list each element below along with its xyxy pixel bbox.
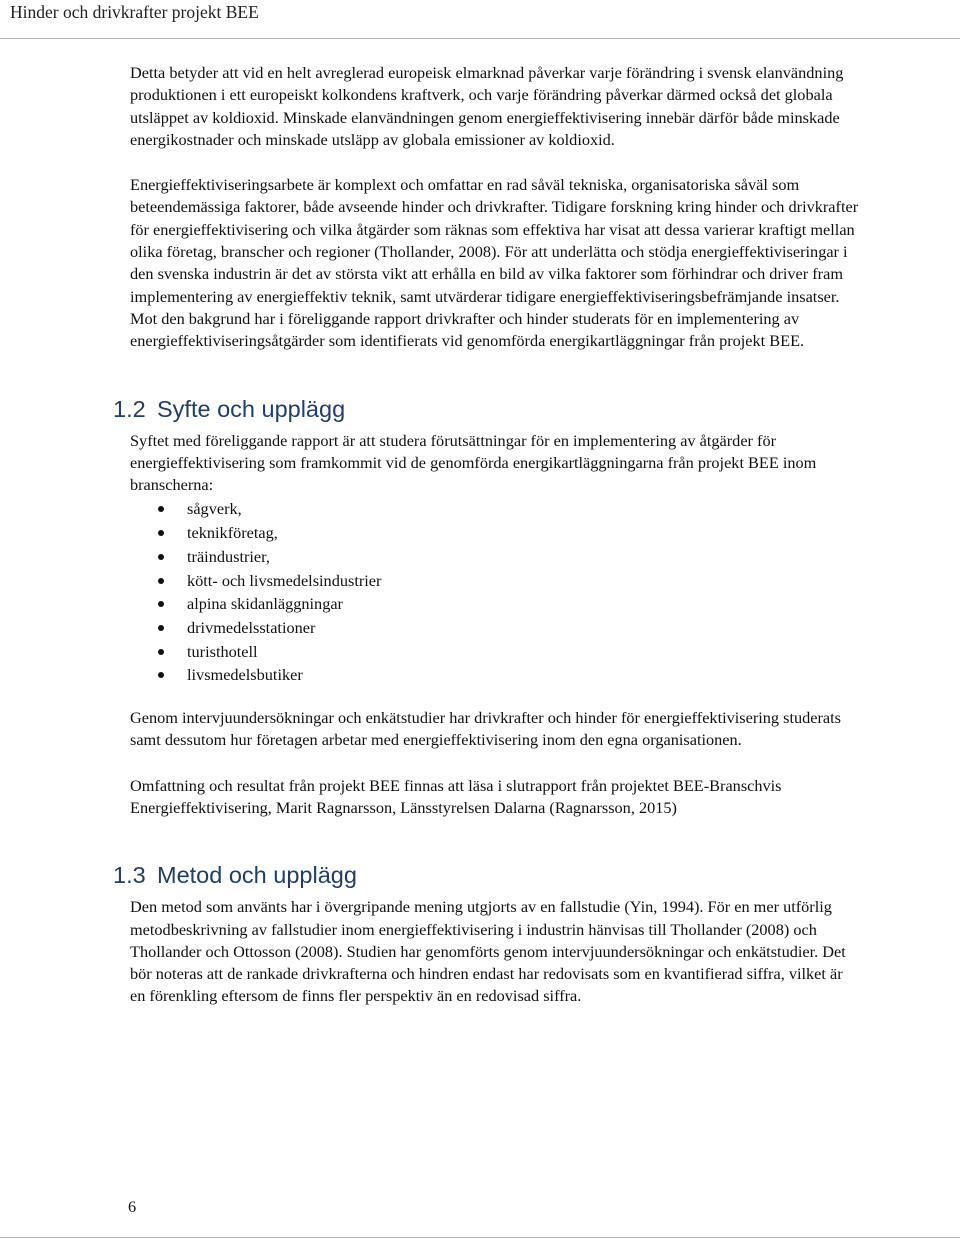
list-item <box>130 592 860 616</box>
list-item-label: kött- och livsmedelsindustrier <box>187 570 382 590</box>
list-item-label: träindustrier, <box>187 546 270 566</box>
list-item-label: drivmedelsstationer <box>187 617 316 637</box>
paragraph-purpose: Syftet med föreliggande rapport är att studera förutsättningar för en implementering av åtgärder för energieffektivisering som framkommit vid de genomförda energikartläggningarna från projekt BEE inom branscherna: <box>130 430 817 495</box>
bullet-icon <box>158 649 164 655</box>
section-number: 1.2 <box>113 395 146 422</box>
page-number: 6 <box>128 1197 137 1216</box>
list-item <box>130 616 860 640</box>
list-item-label: alpina skidanläggningar <box>187 594 343 614</box>
paragraph-interviews: Genom intervjuundersökningar och enkätstudier har drivkrafter och hinder för energieffektivisering studerats samt dessutom hur företagen arbetar med energieffektivisering inom den egna organisationen. <box>130 708 842 750</box>
list-item <box>130 569 860 593</box>
header-title: Hinder och drivkrafter projekt BEE <box>10 2 259 22</box>
list-item <box>130 640 860 664</box>
industry-bullet-list <box>130 497 860 687</box>
section-number: 1.3 <box>113 862 146 889</box>
bullet-icon <box>158 672 164 678</box>
bullet-icon <box>158 554 164 560</box>
bullet-icon <box>158 506 164 512</box>
paragraph-method: Den metod som använts har i övergripande mening utgjorts av en fallstudie (Yin, 1994). För en mer utförlig metodbeskrivning av fallstudier inom energieffektivisering i industrin hänvisas till Thollander (2008) och Thollander och Ottosson (2008). Studien har genomförts genom intervjuundersökningar och enkätstudier. Det bör noteras att de rankade drivkrafterna och hindren endast har redovisats som en kvantifierad siffra, vilket är en förenkling eftersom de finns fler perspektiv än en redovisad siffra. <box>130 897 846 1006</box>
bullet-icon <box>158 601 164 607</box>
paragraph-energy-efficiency-work: Energieffektiviseringsarbete är komplext och omfattar en rad såväl tekniska, organisatoriska såväl som beteendemässiga faktorer, både avseende hinder och drivkrafter. Tidigare forskning kring hinder och drivkrafter för energieffektivisering och vilka åtgärder som räknas som effektiva har visat att dessa varierar kraftigt mellan olika företag, branscher och regioner (Thollander, 2008). För att underlätta och stödja energieffektiviseringar i den svenska industrin är det av största vikt att erhålla en bild av vilka faktorer som förhindrar och driver fram implementering av energieffektiv teknik, samt utvärderar tidigare energieffektiviseringsbefrämjande insatser. Mot den bakgrund har i föreliggande rapport drivkrafter och hinder studerats för en implementering av energieffektiviseringsåtgärder som identifierats vid genomförda energikartläggningar från projekt BEE. <box>130 175 859 351</box>
section-title: Syfte och upplägg <box>157 395 346 422</box>
list-item-label: livsmedelsbutiker <box>187 665 303 685</box>
list-item-label: sågverk, <box>187 499 242 519</box>
list-item <box>130 521 860 545</box>
list-item <box>130 663 860 687</box>
section-heading-1-3 <box>113 860 860 890</box>
section-heading-1-2 <box>113 394 860 424</box>
list-item <box>130 497 860 521</box>
list-item-label: turisthotell <box>187 641 258 661</box>
footer-divider <box>0 1237 960 1238</box>
bullet-icon <box>158 625 164 631</box>
list-item <box>130 545 860 569</box>
paragraph-electricity-market: Detta betyder att vid en helt avreglerad europeisk elmarknad påverkar varje förändring i svensk elanvändning produktionen i ett europeiskt kolkondens kraftverk, och varje förändring påverkar därmed också det globala utsläppet av koldioxid. Minskade elanvändningen genom energieffektivisering innebär därför både minskade energikostnader och minskade utsläpp av globala emissioner av koldioxid. <box>130 63 844 149</box>
page-content <box>113 62 860 1008</box>
list-item-label: teknikföretag, <box>187 523 278 543</box>
bullet-icon <box>158 578 164 584</box>
paragraph-project-scope: Omfattning och resultat från projekt BEE finnas att läsa i slutrapport från projektet BEE-Branschvis Energieffektivisering, Marit Ragnarsson, Länsstyrelsen Dalarna (Ragnarsson, 2015) <box>130 775 782 817</box>
section-title: Metod och upplägg <box>157 862 357 889</box>
page-header <box>0 0 960 39</box>
bullet-icon <box>158 530 164 536</box>
